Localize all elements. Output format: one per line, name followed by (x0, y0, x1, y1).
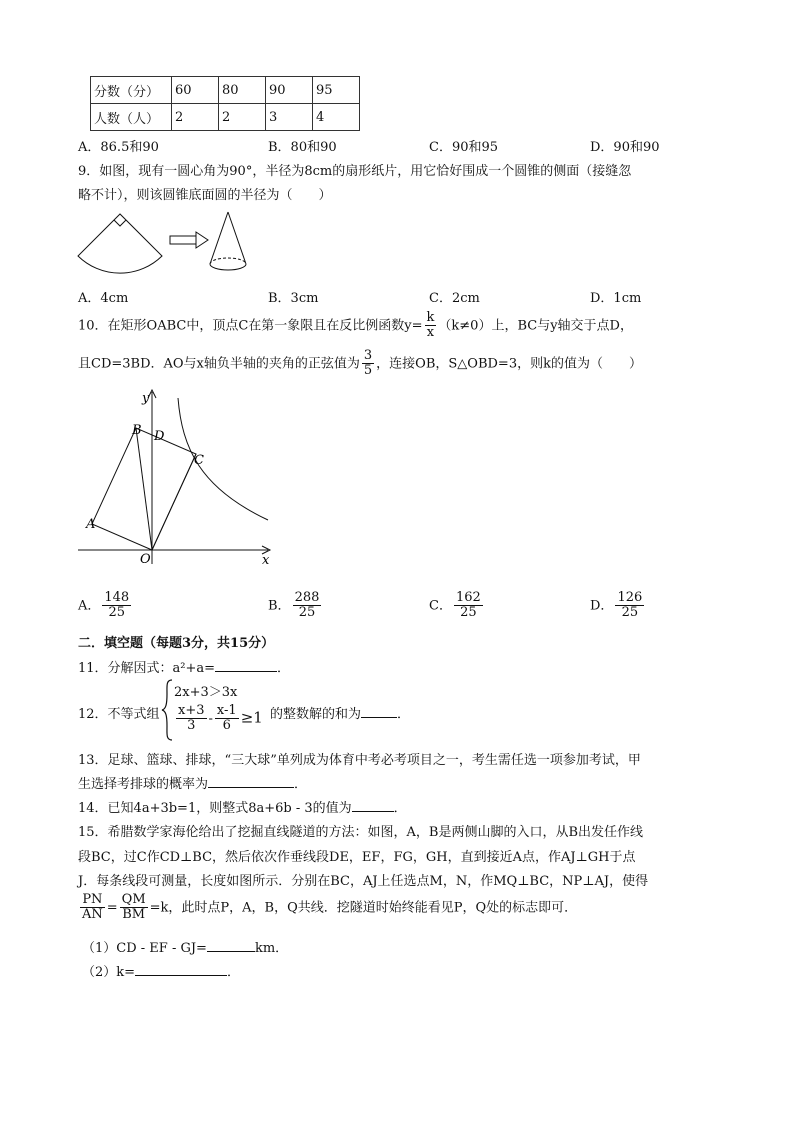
q15-sub1-unit: km． (254, 941, 289, 956)
q8-option-b: B．80和90 (268, 140, 337, 155)
q15-sub2 (82, 961, 240, 980)
q15-line3: J．每条线段可测量，长度如图所示．分别在BC，AJ上任选点M，N，作MQ⊥BC，NP⊥AJ，使得 (78, 874, 649, 889)
q8-option-a: A．86.5和90 (78, 140, 159, 155)
fraction-numerator: 288 (294, 590, 320, 605)
q12-suffix-line (270, 703, 410, 722)
q12-inequality-2 (174, 704, 263, 734)
fraction-numerator: 3 (363, 348, 373, 363)
q15-fraction-1 (80, 893, 105, 923)
fraction-numerator: x+3 (178, 703, 205, 718)
cone-shape (210, 212, 246, 270)
table-cell: 2 (172, 104, 219, 131)
label-o: O (140, 552, 151, 567)
q12-fraction-1 (176, 704, 207, 734)
option-letter: B． (268, 598, 291, 614)
q14-text: 14．已知4a+3b=1，则整式8a+6b - 3的值为 (78, 801, 352, 816)
q13-end: ． (294, 777, 308, 792)
q9-option-b: B．3cm (268, 291, 319, 306)
table-cell: 90 (266, 77, 313, 104)
q13-line2-text: 生选择考排球的概率为 (78, 777, 209, 792)
option-fraction (615, 591, 644, 621)
label-a: A (86, 517, 96, 532)
equals-sign: = (106, 900, 118, 916)
table-cell: 95 (313, 77, 360, 104)
q15-sub2-end: ． (227, 965, 241, 980)
q9-line1: 9．如图，现有一圆心角为90°，半径为8cm的扇形纸片，用它恰好围成一个圆锥的侧面（接缝忽 (78, 164, 632, 179)
option-letter: C． (429, 598, 452, 614)
fraction-numerator: 126 (617, 590, 643, 605)
q12-inequality-1: 2x+3＞3x (174, 685, 238, 700)
q15-line1: 15．希腊数学家海伦给出了挖掘直线隧道的方法：如图，A，B是两侧山脚的入口，从B出发任作线 (78, 825, 644, 840)
answer-blank[interactable] (135, 963, 227, 976)
q15-line4 (78, 893, 577, 923)
answer-blank[interactable] (208, 775, 294, 788)
fraction-denominator: 5 (363, 363, 373, 379)
q10-option-b (268, 591, 323, 621)
q14-end: ． (393, 801, 407, 816)
fraction-numerator: x-1 (216, 703, 237, 718)
q10-line1-b: （k≠0）上，BC与y轴交于点D， (438, 318, 633, 334)
fraction-denominator: BM (122, 907, 146, 923)
answer-blank[interactable] (215, 659, 277, 672)
q15-line2: 段BC，过C作CD⊥BC，然后依次作垂线段DE，EF，FG，GH，直到接近A点，作AJ⊥GH于点 (78, 850, 636, 865)
q11-end: ． (277, 661, 291, 676)
q13-line1: 13．足球、篮球、排球，“三大球”单列成为体育中考必考项目之一，考生需任选一项参加考试，甲 (78, 753, 641, 768)
table-cell: 80 (219, 77, 266, 104)
option-fraction (102, 591, 131, 621)
arrow-icon (170, 232, 208, 248)
q10-line2 (78, 349, 642, 379)
fraction-numerator: PN (80, 893, 105, 908)
q12-suffix: 的整数解的和为 (270, 707, 362, 722)
q15-sub2-text: （2）k= (82, 965, 136, 980)
fraction-numerator: 162 (455, 590, 481, 605)
q8-option-d: D．90和90 (590, 140, 660, 155)
segment-ob (136, 428, 152, 550)
table-cell: 3 (266, 104, 313, 131)
fraction-denominator: AN (82, 907, 103, 923)
answer-blank[interactable] (361, 705, 397, 718)
label-d: D (154, 429, 165, 444)
q12-fraction-2 (215, 704, 239, 734)
answer-blank[interactable] (352, 799, 394, 812)
option-fraction (454, 591, 483, 621)
q8-option-c: C．90和95 (429, 140, 499, 155)
hyperbola-curve (178, 398, 268, 520)
fraction-denominator: x (426, 325, 435, 341)
option-letter: A． (78, 598, 101, 614)
q10-option-a (78, 591, 133, 621)
answer-blank[interactable] (207, 939, 255, 952)
q15-fraction-2 (120, 893, 148, 923)
fraction-numerator: QM (121, 892, 146, 907)
q11 (78, 657, 290, 676)
option-letter: D． (590, 598, 614, 614)
section-title: 二．填空题（每题3分，共15分） (78, 636, 275, 651)
q9-option-c: C．2cm (429, 291, 480, 306)
fraction-denominator: 25 (108, 605, 126, 621)
q15-sub1 (82, 937, 288, 956)
q10-line2-a: 且CD=3BD．AO与x轴负半轴的夹角的正弦值为 (78, 356, 360, 372)
q10-option-d (590, 591, 646, 621)
q10-option-c (429, 591, 485, 621)
q9-line2: 略不计），则该圆锥底面圆的半径为（ ） (78, 188, 332, 203)
table-row (91, 77, 360, 104)
label-c: C (194, 453, 204, 468)
table-row (91, 104, 360, 131)
fraction-denominator: 25 (298, 605, 316, 621)
table-header-cell: 分数（分） (91, 77, 172, 104)
table-header-cell: 人数（人） (91, 104, 172, 131)
q10-line2-b: ，连接OB，S△OBD=3，则k的值为（ ） (376, 356, 642, 372)
geq-sign: ≥1 (240, 708, 263, 727)
q15-line4-text: =k，此时点P，A，B，Q共线．挖隧道时始终能看见P，Q处的标志即可． (149, 900, 578, 916)
minus-sign: - (208, 711, 213, 727)
q15-sub1-text: （1）CD - EF - GJ= (82, 941, 207, 956)
sector-shape (78, 214, 162, 273)
fraction-denominator: 3 (187, 718, 196, 734)
fraction-numerator: k (426, 310, 435, 325)
fraction-denominator: 25 (460, 605, 477, 621)
q10-coordinate-figure (72, 388, 282, 570)
right-angle-mark (114, 220, 126, 226)
segment-oc (152, 454, 196, 550)
score-table (90, 76, 360, 131)
fraction-denominator: 6 (222, 718, 231, 734)
left-brace-icon (160, 678, 174, 742)
q9-option-a: A．4cm (78, 291, 129, 306)
fraction-numerator: 148 (104, 590, 130, 605)
q10-function-fraction (425, 311, 437, 341)
q14 (78, 797, 407, 816)
q9-option-d: D．1cm (590, 291, 642, 306)
label-y: y (142, 391, 150, 406)
q9-sector-cone-figure (72, 208, 272, 280)
label-x: x (262, 553, 270, 568)
q10-line1-a: 10．在矩形OABC中，顶点C在第一象限且在反比例函数y= (78, 318, 423, 334)
q12-prefix: 12．不等式组 (78, 707, 160, 722)
q10-line1 (78, 311, 633, 341)
label-b: B (132, 423, 142, 438)
option-fraction (293, 591, 322, 621)
q12-end: ． (397, 707, 411, 722)
q10-sine-fraction (362, 349, 374, 379)
fraction-denominator: 25 (621, 605, 639, 621)
table-cell: 4 (313, 104, 360, 131)
q11-text: 11．分解因式：a²+a= (78, 661, 216, 676)
q13-line2 (78, 773, 307, 792)
table-cell: 60 (172, 77, 219, 104)
table-cell: 2 (219, 104, 266, 131)
